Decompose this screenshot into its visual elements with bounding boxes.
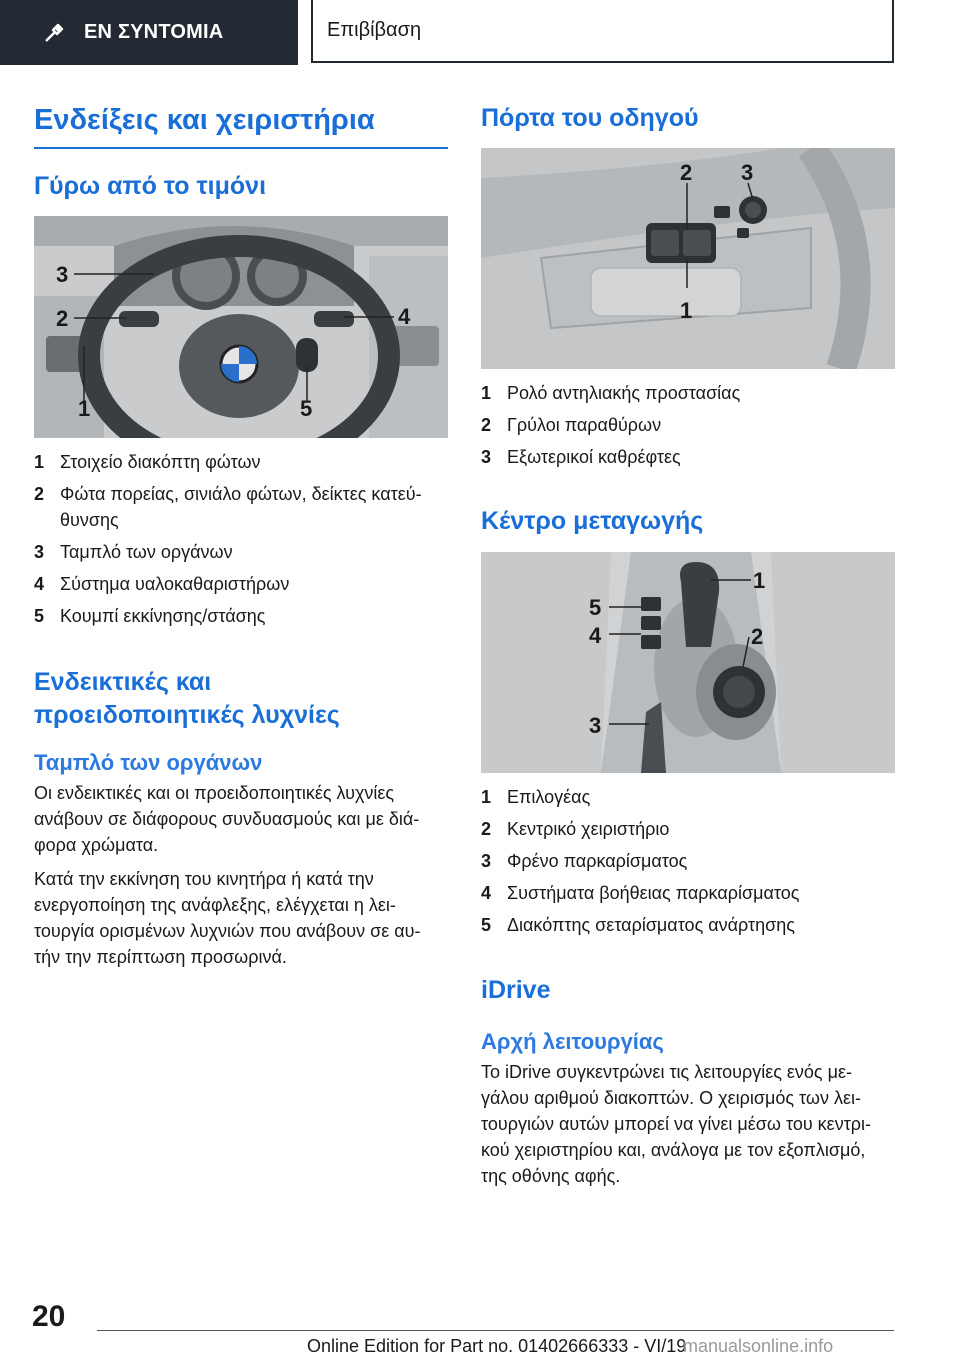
console-heading: Κέντρο μεταγωγής xyxy=(481,507,704,535)
quick-reference-icon xyxy=(42,21,66,45)
console-label-4: 4 xyxy=(589,623,602,648)
list-item: 4 Σύστημα υαλοκαθαριστήρων xyxy=(34,574,290,594)
door-legend xyxy=(481,380,896,476)
door-label-2: 2 xyxy=(680,160,693,185)
door-heading: Πόρτα του οδηγού xyxy=(481,104,699,132)
list-item: 3 Εξωτερικοί καθρέφτες xyxy=(481,447,681,467)
list-item: 3 Φρένο παρκαρίσματος xyxy=(481,851,688,871)
steering-label-5: 5 xyxy=(300,396,313,421)
page-title: Ενδείξεις και χειριστήρια xyxy=(34,104,375,136)
edition-text: Online Edition for Part no. 01402666333 - VI/19 xyxy=(307,1336,687,1356)
list-item: 4 Συστήματα βοήθειας παρκαρίσματος xyxy=(481,883,800,903)
list-item: 5 Κουμπί εκκίνησης/στάσης xyxy=(34,606,266,626)
section-tab[interactable] xyxy=(0,0,298,65)
lamps-paragraph-1: Οι ενδεικτικές και οι προειδοποιητικές λυχνίες ανάβουν σε διάφορους συνδυασμούς και με διά- φορα χρώματα. xyxy=(34,783,420,855)
console-label-3: 3 xyxy=(589,713,602,738)
list-item: 3 Ταμπλό των οργάνων xyxy=(34,542,233,562)
steering-heading: Γύρω από το τιμόνι xyxy=(34,172,267,200)
steering-label-2: 2 xyxy=(56,306,69,331)
chapter-tab-label: Επιβίβαση xyxy=(327,19,422,41)
steering-legend xyxy=(34,449,448,635)
console-figure xyxy=(481,552,895,773)
idrive-heading: iDrive xyxy=(481,976,551,1004)
steering-label-1: 1 xyxy=(78,396,91,421)
watermark: manualsonline.info xyxy=(683,1336,834,1356)
list-item: 2 Φώτα πορείας, σινιάλο φώτων, δείκτες κατεύ- θυνσης xyxy=(34,484,422,530)
chapter-tab[interactable] xyxy=(311,0,894,63)
lamps-subheading: Ταμπλό των οργάνων xyxy=(34,750,263,775)
list-item: 1 Επιλογέας xyxy=(481,787,591,807)
lamps-paragraph-2: Κατά την εκκίνηση του κινητήρα ή κατά την ενεργοποίηση της ανάφλεξης, ελέγχεται η λει- τουργία ορισμένων λυχνιών που ανάβουν σε αυ- τήν την περίπτωση προσωρινά. xyxy=(34,869,421,967)
door-label-3: 3 xyxy=(741,160,754,185)
list-item: 2 Κεντρικό χειριστήριο xyxy=(481,819,670,839)
idrive-paragraph: Το iDrive συγκεντρώνει τις λειτουργίες ενός με- γάλου αριθμού διακοπτών. Ο χειρισμός των λει- τουργιών αυτών μπορεί να γίνει μέσω του κεντρι- κού χειριστηρίου και, ανάλογα με τον εξοπλισμό, της οθόνης αφής. xyxy=(481,1062,872,1186)
steering-label-4: 4 xyxy=(398,304,411,329)
page-number: 20 xyxy=(32,1300,66,1333)
section-tab-label: ΕΝ ΣΥΝΤΟΜΙΑ xyxy=(84,21,224,43)
steering-photo xyxy=(34,216,448,438)
steering-figure xyxy=(34,216,448,438)
console-label-2: 2 xyxy=(751,624,764,649)
title-rule xyxy=(34,147,448,149)
list-item: 1 Στοιχείο διακόπτη φώτων xyxy=(34,452,261,472)
list-item: 1 Ρολό αντηλιακής προστασίας xyxy=(481,383,741,403)
door-photo xyxy=(481,148,895,369)
steering-label-3: 3 xyxy=(56,262,69,287)
footer-rule xyxy=(97,1330,894,1331)
console-label-5: 5 xyxy=(589,595,602,620)
console-legend xyxy=(481,784,896,944)
lamps-heading: Ενδεικτικές και προειδοποιητικές λυχνίες xyxy=(34,668,340,729)
list-item: 2 Γρύλοι παραθύρων xyxy=(481,415,662,435)
console-photo xyxy=(481,552,895,773)
idrive-subheading: Αρχή λειτουργίας xyxy=(481,1029,664,1054)
list-item: 5 Διακόπτης σεταρίσματος ανάρτησης xyxy=(481,915,795,935)
console-label-1: 1 xyxy=(753,568,766,593)
door-figure xyxy=(481,148,895,369)
door-label-1: 1 xyxy=(680,298,693,323)
